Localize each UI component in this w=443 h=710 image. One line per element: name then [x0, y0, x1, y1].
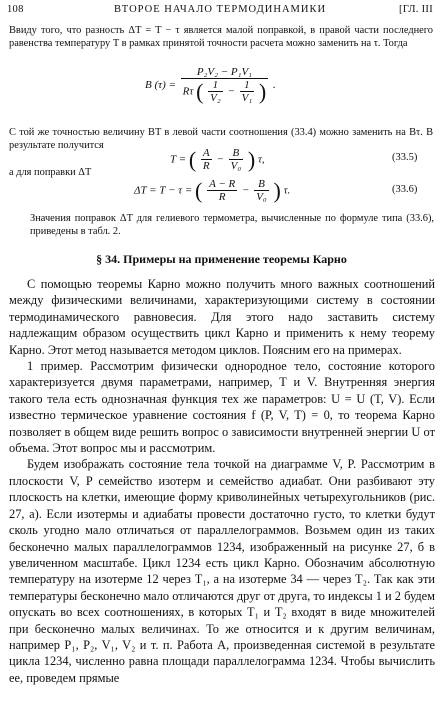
formula-b-tau [145, 66, 276, 105]
intro-text: Ввиду того, что разность ΔT = T − τ является малой поправкой, в правой части последнего равенства температуру T в рамках принятой точности расчета можно заменить на τ. Тогда [9, 25, 433, 50]
main-text [9, 276, 435, 686]
formula-dt-minus: − [242, 184, 250, 197]
inner-minus: − [227, 85, 235, 98]
inner-den-2: V₁ [241, 92, 253, 104]
formula-dt-a-minus-r: A − R [209, 178, 236, 190]
correction-text: а для поправки ΔT [9, 167, 92, 178]
equation-number-33-6: (33.6) [392, 184, 418, 195]
inner-den-1: V₂ [210, 92, 221, 104]
formula-b-denominator: Rτ ( $\frac{1}{\text{V₂}}$ − $\frac{1}{\text{V₁}}$ ) [182, 79, 267, 104]
formula-dt-lhs: ΔT = T − τ = [134, 184, 193, 197]
inner-num-1: 1 [208, 79, 223, 92]
formula-t-a: A [202, 147, 210, 159]
chapter-marker: [ГЛ. III [398, 4, 433, 15]
formula-b-lhs: B (τ) = [145, 79, 176, 92]
paragraph-3: Будем изображать состояние тела точкой на диаграмме V, P. Рассмотрим в плоскости V, P семейство изотерм и семейство адиабат. Они разбивают эту плоскость на клетки, имеющие форму криволинейных четырехугольников (рис. 27, а). Если изотермы и адиабаты провести достаточно густо, то клетки будут сколь угодно мало отличаться от параллелограммов. Возьмем один из таких бесконечно малых параллелограммов 1234, изображенный на рисунке 27, б в увеличенном масштабе. Цикл 1234 есть цикл Карно. Обозначим абсолютную температуру на изотерме 12 через T₁, а на изотерме 34 — через T₂. Так как эти температуры бесконечно мало отличаются друг от друга, то индексы 1 и 2 будем опускать во всех соотношениях, в которых T₁ и T₂ входят в виде множителей при бесконечно малых величинах. То же относится и к другим величинам, например P₁, P₂, V₁, V₂ и т. п. Работа A, произведенная системой в результате цикла 1234, численно равна площади параллелограмма 1234. Чтобы вычислить ее, проведем прямые [9, 457, 435, 685]
formula-t-b: B [229, 147, 244, 160]
formula-t-r: R [202, 160, 210, 172]
formula-b-numerator: P₂V₂ − P₁V₁ [181, 66, 269, 79]
intro-paragraph [9, 24, 433, 50]
paragraph-1: С помощью теоремы Карно можно получить много важных соотношений между физическими величинами, характеризующими систему в состоянии термодинамического равновесия. Для этого надо заставить систему надлежащим образом осуществить цикл Карно и применить к нему теорему Карно. Этот метод называется методом циклов. Поясним его на примерах. [9, 277, 435, 357]
table-note-text: Значения поправок ΔT для гелиевого термометра, вычисленные по формуле типа (33.6), приведены в табл. 2. [30, 213, 434, 238]
paragraph-2: 1 пример. Рассмотрим физически однородное тело, состояние которого характеризуется двумя параметрами, например, T и V. Внутренняя энергия такого тела есть однозначная функция тех же параметров: U = U (T, V). Если известно термическое уравнение состояния f (P, V, T) = 0, то теорема Карно позволяет в общем виде решить вопрос о зависимости внутренней энергии U от объема. Этот вопрос мы и рассмотрим. [9, 359, 435, 456]
page-number: 108 [7, 4, 24, 15]
running-header [7, 4, 433, 18]
formula-dt-r: R [218, 191, 226, 203]
table-note-paragraph [30, 212, 434, 238]
formula-delta-t: ΔT = T − τ = ( $\frac{A - R}{R}$ − $\frac{B}{\text{V₀}}$ ) τ. [134, 178, 291, 203]
formula-b-fraction [181, 66, 269, 105]
formula-dt-v0: V₀ [256, 191, 267, 203]
formula-b-end: . [273, 79, 276, 92]
formula-t: T = ( $\frac{A}{R}$ − $\frac{B}{\text{V₀}}$ ) τ, [170, 147, 265, 172]
formula-b-inner-frac-1 [208, 79, 223, 105]
formula-dt-tail: τ. [283, 184, 291, 197]
formula-b-inner-frac-2 [240, 79, 255, 105]
equation-number-33-5: (33.5) [392, 152, 418, 163]
formula-t-v0: V₀ [230, 160, 242, 172]
formula-dt-frac-ar [207, 178, 237, 204]
section-heading: § 34. Примеры на применение теоремы Карно [96, 252, 347, 266]
formula-b-den-prefix: Rτ [182, 85, 194, 98]
inner-num-2: 1 [240, 79, 255, 92]
running-title: ВТОРОЕ НАЧАЛО ТЕРМОДИНАМИКИ [113, 4, 327, 15]
formula-t-minus: − [216, 153, 224, 166]
formula-dt-b: B [254, 178, 269, 191]
formula-dt-frac-bv [254, 178, 269, 204]
formula-t-lhs: T = [170, 153, 187, 166]
formula-t-tail: τ, [257, 153, 265, 166]
mid-text: С той же точностью величину BT в левой части соотношения (33.4) можно заменить на Bτ. В результате получится [9, 127, 433, 152]
